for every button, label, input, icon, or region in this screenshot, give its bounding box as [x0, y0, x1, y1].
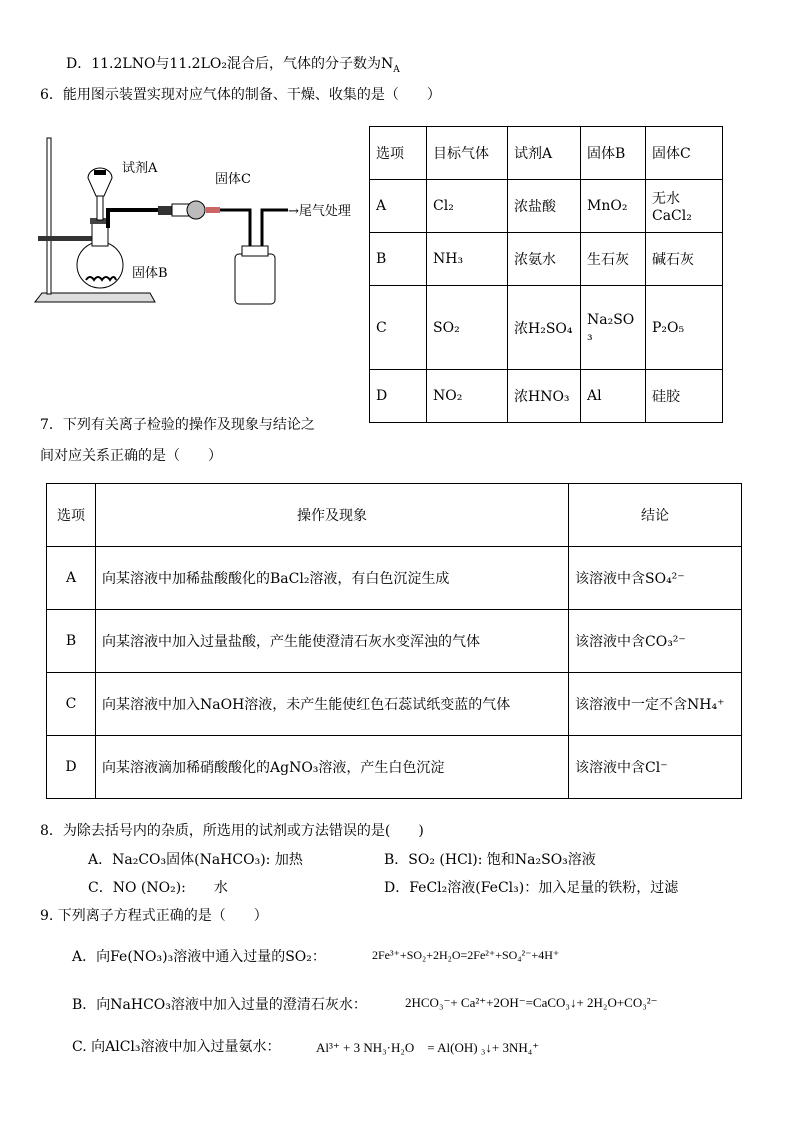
label-reagent-a: 试剂A: [122, 161, 158, 176]
q7-header-cell: 结论: [569, 484, 742, 547]
label-solid-c: 固体C: [215, 172, 251, 187]
flask-neck: [92, 222, 108, 246]
q6-cell: C: [370, 286, 427, 370]
q7-stem-line1: 7．下列有关离子检验的操作及现象与结论之: [40, 417, 315, 433]
label-solid-b: 固体B: [132, 266, 168, 281]
q6-header-cell: 目标气体: [427, 127, 508, 180]
q9-option-a-equation: 2Fe³⁺+SO₂+2H₂O=2Fe²⁺+SO₄²⁻+4H⁺: [372, 948, 560, 962]
q6-cell: MnO₂: [581, 180, 646, 233]
q6-header-cell: 试剂A: [508, 127, 581, 180]
q9-option-c-equation: Al³⁺ + 3 NH₃·H₂O = Al(OH) ₃↓+ 3NH₄⁺: [316, 1040, 540, 1055]
q7-header-cell: 操作及现象: [96, 484, 569, 547]
q7-cell: 该溶液中含SO₄²⁻: [569, 547, 742, 610]
q7-cell: 该溶液中含Cl⁻: [569, 736, 742, 799]
q6-cell: 生石灰: [581, 233, 646, 286]
q6-header-cell: 固体B: [581, 127, 646, 180]
table-row: [47, 547, 742, 610]
q5-option-d: [66, 53, 400, 75]
q8-option-c: C．NO (NO₂): 水: [88, 880, 228, 896]
stand-pole: [47, 138, 51, 294]
table-row: [370, 233, 723, 286]
q6-cell: Na₂SO₃: [581, 286, 646, 370]
tube-connector: [158, 206, 172, 215]
bottle-neck: [242, 246, 268, 256]
q6-cell: B: [370, 233, 427, 286]
q6-cell: SO₂: [427, 286, 508, 370]
q6-header-cell: 固体C: [646, 127, 723, 180]
q6-cell: D: [370, 370, 427, 423]
drying-bulb: [187, 201, 205, 219]
q7-cell: 向某溶液中加入NaOH溶液，未产生能使红色石蕊试纸变蓝的气体: [96, 673, 569, 736]
q6-cell: A: [370, 180, 427, 233]
q9-option-a-text: A．向Fe(NO₃)₃溶液中通入过量的SO₂：: [72, 949, 326, 965]
q8-option-a: A．Na₂CO₃固体(NaHCO₃): 加热: [88, 852, 303, 868]
rubber-link: [206, 207, 220, 213]
q6-cell: 浓氨水: [508, 233, 581, 286]
q6-cell: NO₂: [427, 370, 508, 423]
q9-option-b-text: B．向NaHCO₃溶液中加入过量的澄清石灰水：: [72, 997, 367, 1013]
funnel-stem: [97, 196, 103, 220]
q6-header-row: [370, 127, 723, 180]
q6-cell: 浓HNO₃: [508, 370, 581, 423]
q7-header-cell: 选项: [47, 484, 96, 547]
table-row: [47, 736, 742, 799]
label-tail-treatment: →尾气处理: [288, 204, 351, 219]
q9-option-b-equation: 2HCO₃⁻+ Ca²⁺+2OH⁻=CaCO₃↓+ 2H₂O+CO₃²⁻: [405, 995, 658, 1010]
flask-body: [77, 242, 123, 288]
q5-option-d-sub: A: [393, 64, 400, 75]
q6-cell: P₂O₅: [646, 286, 723, 370]
table-row: [370, 180, 723, 233]
q9-stem: 9. 下列离子方程式正确的是（ ）: [40, 908, 268, 924]
q6-cell: Cl₂: [427, 180, 508, 233]
q7-table: [46, 483, 742, 799]
clamp-arm: [38, 236, 98, 241]
table-row: [370, 286, 723, 370]
q8-option-b: B．SO₂ (HCl): 饱和Na₂SO₃溶液: [384, 852, 596, 868]
q6-stem: 6．能用图示装置实现对应气体的制备、干燥、收集的是（ ）: [40, 87, 441, 103]
q6-cell: 浓盐酸: [508, 180, 581, 233]
q9-option-c-text: C. 向AlCl₃溶液中加入过量氨水：: [72, 1039, 281, 1055]
q6-cell: NH₃: [427, 233, 508, 286]
q7-cell: 向某溶液滴加稀硝酸酸化的AgNO₃溶液，产生白色沉淀: [96, 736, 569, 799]
q6-table: [369, 126, 723, 423]
apparatus-diagram: [30, 130, 370, 310]
collection-bottle: [235, 254, 275, 304]
q7-cell: D: [47, 736, 96, 799]
funnel-cap: [94, 170, 106, 175]
q6-cell: 碱石灰: [646, 233, 723, 286]
stand-base: [35, 293, 155, 302]
q8-stem: 8．为除去括号内的杂质，所选用的试剂或方法错误的是( ): [40, 823, 424, 839]
table-row: [47, 610, 742, 673]
q7-cell: 向某溶液中加稀盐酸酸化的BaCl₂溶液，有白色沉淀生成: [96, 547, 569, 610]
q8-option-d: D．FeCl₂溶液(FeCl₃)：加入足量的铁粉，过滤: [384, 880, 679, 896]
q7-cell: 该溶液中一定不含NH₄⁺: [569, 673, 742, 736]
q7-cell: A: [47, 547, 96, 610]
q6-cell: 无水CaCl₂: [646, 180, 723, 233]
q7-cell: B: [47, 610, 96, 673]
q7-stem-line2: 间对应关系正确的是（ ）: [40, 448, 222, 464]
q6-cell: 浓H₂SO₄: [508, 286, 581, 370]
q7-cell: 该溶液中含CO₃²⁻: [569, 610, 742, 673]
q6-cell: 硅胶: [646, 370, 723, 423]
q7-cell: 向某溶液中加入过量盐酸，产生能使澄清石灰水变浑浊的气体: [96, 610, 569, 673]
table-row: [47, 673, 742, 736]
q7-cell: C: [47, 673, 96, 736]
q6-header-cell: 选项: [370, 127, 427, 180]
table-row: [370, 370, 723, 423]
q7-header-row: [47, 484, 742, 547]
side-tube: [108, 210, 160, 228]
q6-cell: Al: [581, 370, 646, 423]
q5-option-d-text: D．11.2LNO与11.2LO₂混合后，气体的分子数为N: [66, 56, 394, 72]
